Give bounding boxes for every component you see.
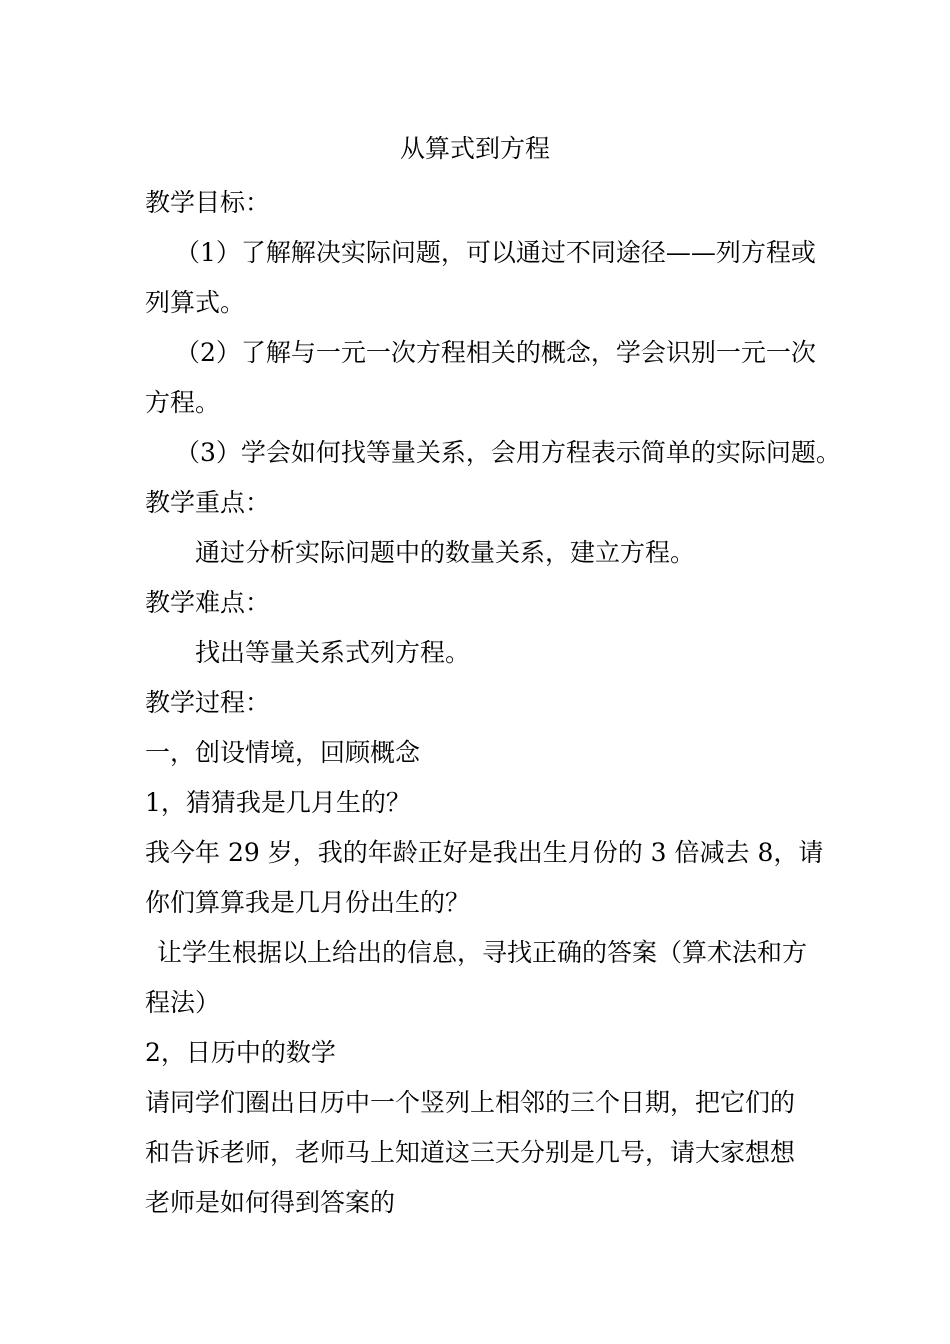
item-2-text-line-3: 老师是如何得到答案的 <box>145 1188 396 1217</box>
goal-3: （3）学会如何找等量关系，会用方程表示简单的实际问题。 <box>175 438 841 467</box>
section-1-title: 一，创设情境，回顾概念 <box>145 738 421 767</box>
difficulty-text: 找出等量关系式列方程。 <box>195 638 471 667</box>
heading-key-points: 教学重点： <box>145 488 271 517</box>
item-1-text-line-2: 你们算算我是几月份出生的？ <box>145 888 471 917</box>
goal-1-line-2: 列算式。 <box>145 288 246 317</box>
document-body <box>145 178 841 1228</box>
document-title: 从算式到方程 <box>399 134 550 163</box>
item-2-title: 2，日历中的数学 <box>145 1038 336 1067</box>
goal-1-line-1: （1）了解解决实际问题，可以通过不同途径——列方程或 <box>175 238 816 267</box>
item-1-note-line-1: 让学生根据以上给出的信息，寻找正确的答案（算术法和方 <box>157 938 808 967</box>
goal-2-line-1: （2）了解与一元一次方程相关的概念，学会识别一元一次 <box>175 338 816 367</box>
key-point-text: 通过分析实际问题中的数量关系，建立方程。 <box>195 538 696 567</box>
item-1-title: 1，猜猜我是几月生的？ <box>145 788 411 817</box>
item-2-text-line-1: 请同学们圈出日历中一个竖列上相邻的三个日期，把它们的 <box>145 1088 796 1117</box>
heading-difficulties: 教学难点： <box>145 588 271 617</box>
item-1-text-line-1: 我今年 29 岁，我的年龄正好是我出生月份的 3 倍减去 8，请 <box>145 838 824 867</box>
heading-teaching-goals: 教学目标： <box>145 188 271 217</box>
heading-process: 教学过程： <box>145 688 271 717</box>
item-2-text-line-2: 和告诉老师，老师马上知道这三天分别是几号，请大家想想 <box>145 1138 796 1167</box>
goal-2-line-2: 方程。 <box>145 388 221 417</box>
item-1-note-line-2: 程法） <box>145 988 221 1017</box>
